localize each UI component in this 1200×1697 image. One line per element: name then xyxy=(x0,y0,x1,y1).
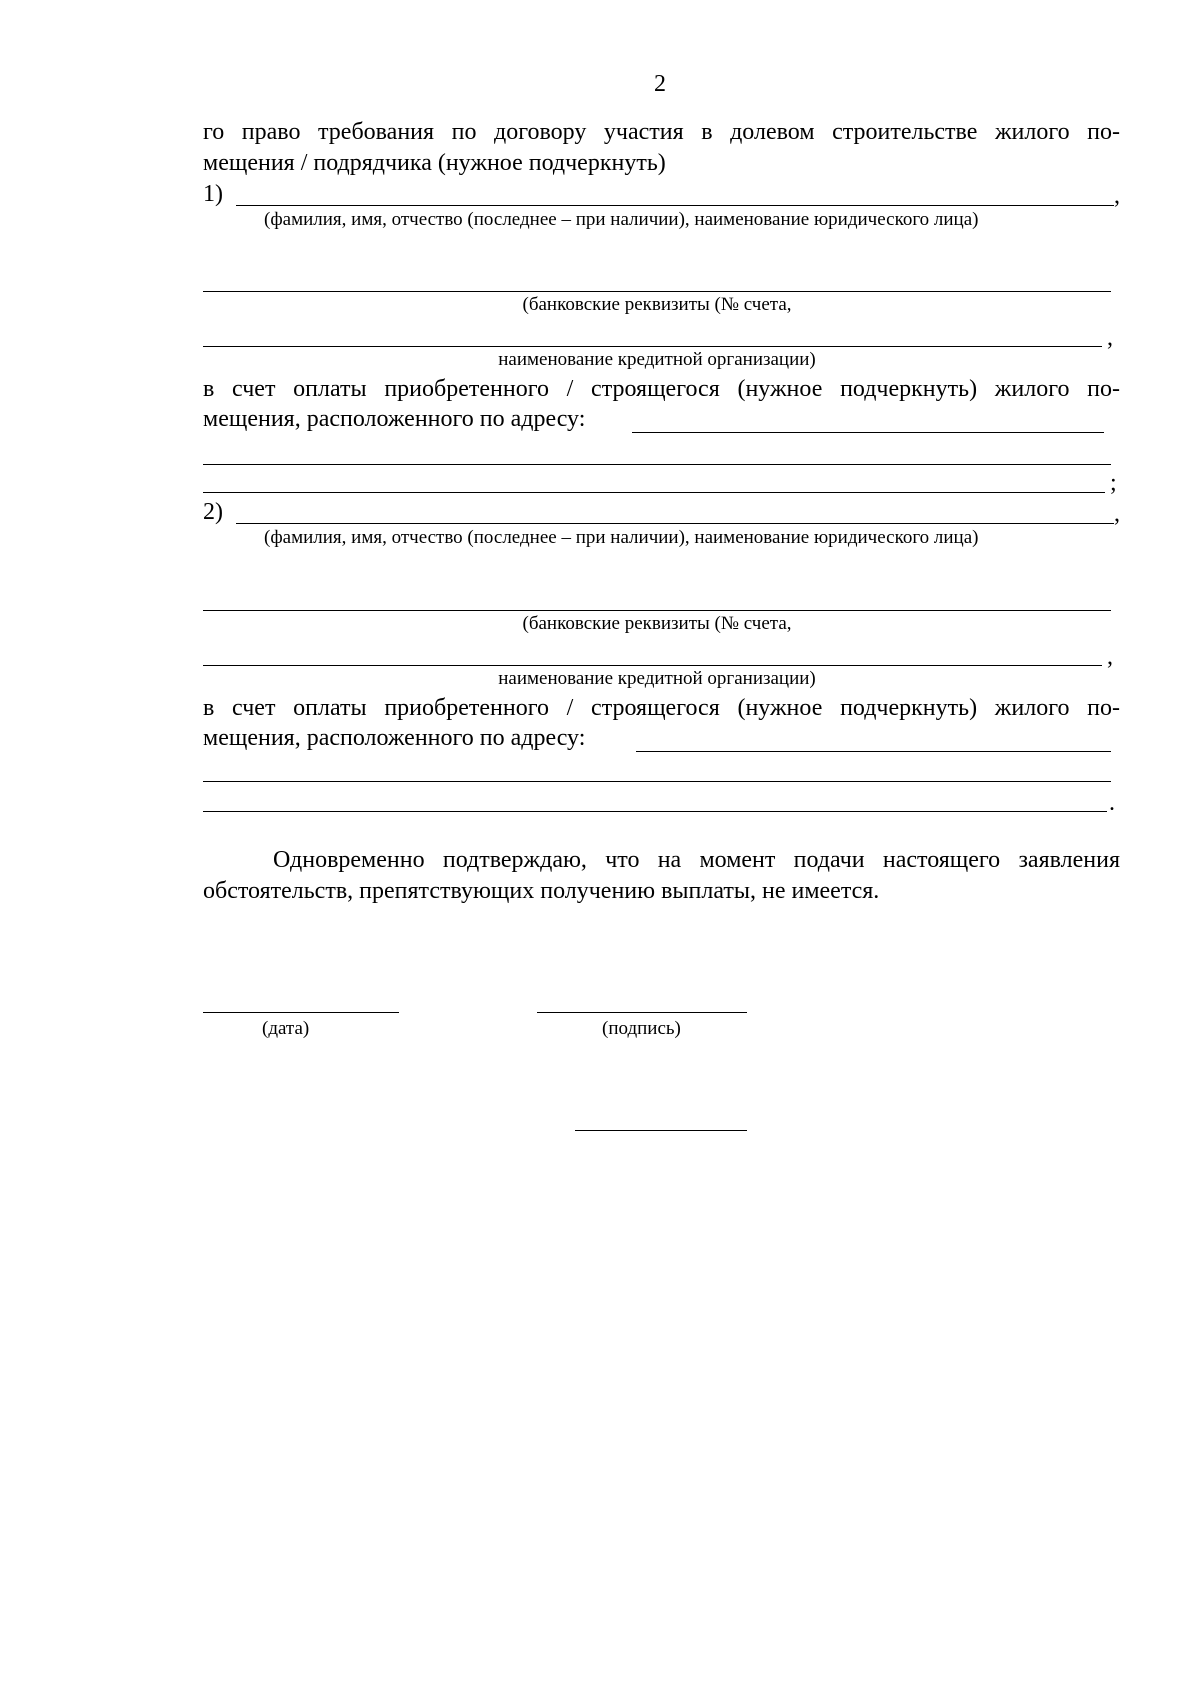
recipient-1-bank-caption-1: (банковские реквизиты (№ счета, xyxy=(522,294,792,315)
recipient-1-payment-line-1: в счет оплаты приобретенного / строящегося (нужное подчеркнуть) жилого по- xyxy=(203,376,1120,402)
recipient-1-end-mark: ; xyxy=(1110,470,1117,496)
recipient-2-bank-line-2[interactable] xyxy=(203,665,1102,666)
recipient-2-bank-comma: , xyxy=(1107,644,1113,670)
recipient-1-number: 1) xyxy=(203,181,223,207)
recipient-2-address-line-2[interactable] xyxy=(203,781,1111,782)
date-caption: (дата) xyxy=(262,1018,310,1039)
recipient-2-bank-caption-1: (банковские реквизиты (№ счета, xyxy=(522,613,792,634)
confirmation-line-1: Одновременно подтверждаю, что на момент подачи настоящего заявления xyxy=(273,847,1120,873)
recipient-2-payment-line-2: мещения, расположенного по адресу: xyxy=(203,725,586,751)
recipient-1-payment-line-2: мещения, расположенного по адресу: xyxy=(203,406,586,432)
page-number: 2 xyxy=(654,71,666,97)
recipient-2-name-caption: (фамилия, имя, отчество (последнее – при наличии), наименование юридического лица) xyxy=(264,527,979,548)
recipient-1-address-line-2[interactable] xyxy=(203,464,1111,465)
recipient-2-bank-line-1[interactable] xyxy=(203,610,1111,611)
recipient-2-end-mark: . xyxy=(1109,790,1115,816)
recipient-2-name-line[interactable] xyxy=(236,523,1114,524)
recipient-1-name-line[interactable] xyxy=(236,205,1114,206)
recipient-1-bank-line-1[interactable] xyxy=(203,291,1111,292)
end-divider xyxy=(575,1130,747,1131)
recipient-1-bank-line-2[interactable] xyxy=(203,346,1102,347)
intro-line-2: мещения / подрядчика (нужное подчеркнуть) xyxy=(203,150,666,176)
recipient-2-name-comma: , xyxy=(1114,501,1120,527)
date-line[interactable] xyxy=(203,1012,399,1013)
confirmation-line-2: обстоятельств, препятствующих получению выплаты, не имеется. xyxy=(203,878,880,904)
recipient-1-address-line-1[interactable] xyxy=(632,432,1104,433)
signature-line[interactable] xyxy=(537,1012,747,1013)
recipient-1-name-caption: (фамилия, имя, отчество (последнее – при наличии), наименование юридического лица) xyxy=(264,209,979,230)
recipient-2-address-line-1[interactable] xyxy=(636,751,1111,752)
recipient-2-bank-caption-2: наименование кредитной организации) xyxy=(498,668,816,689)
recipient-1-bank-caption-2: наименование кредитной организации) xyxy=(498,349,816,370)
recipient-2-number: 2) xyxy=(203,499,223,525)
recipient-1-bank-comma: , xyxy=(1107,325,1113,351)
recipient-1-address-line-3[interactable] xyxy=(203,492,1105,493)
intro-line-1: го право требования по договору участия в долевом строительстве жилого по- xyxy=(203,119,1120,145)
recipient-2-address-line-3[interactable] xyxy=(203,811,1107,812)
signature-caption: (подпись) xyxy=(602,1018,681,1039)
recipient-1-name-comma: , xyxy=(1114,183,1120,209)
recipient-2-payment-line-1: в счет оплаты приобретенного / строящегося (нужное подчеркнуть) жилого по- xyxy=(203,695,1120,721)
